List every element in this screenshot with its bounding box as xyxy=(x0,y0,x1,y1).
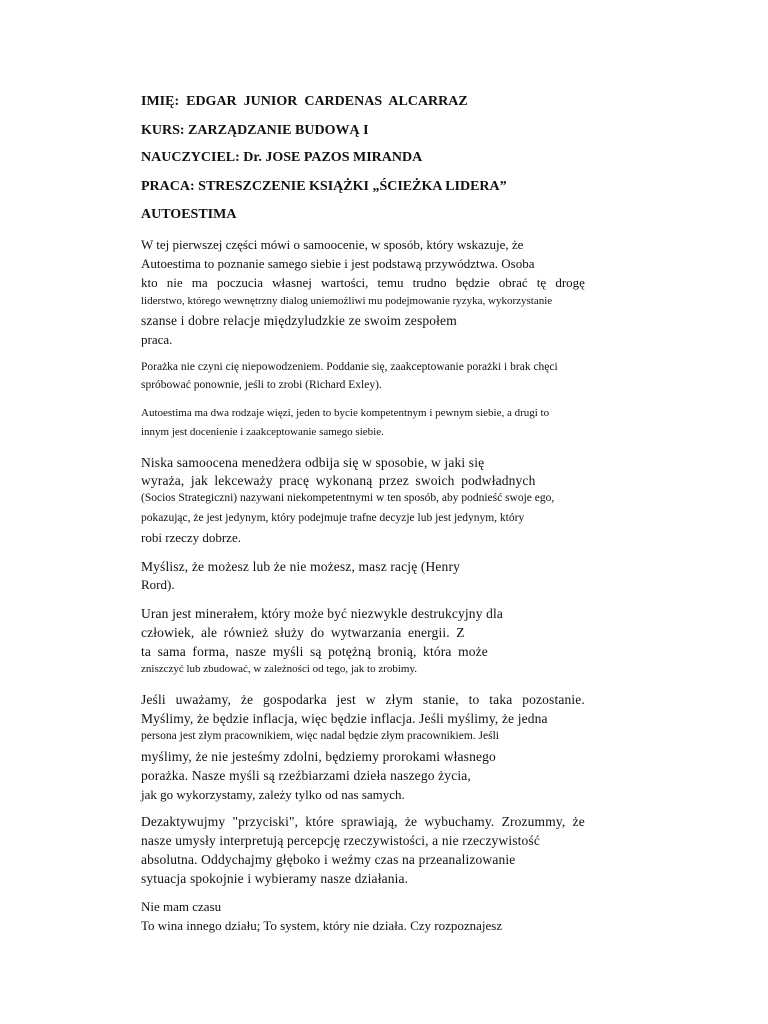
teacher-heading: NAUCZYCIEL: Dr. JOSE PAZOS MIRANDA xyxy=(141,150,423,165)
paragraph-line xyxy=(141,276,585,289)
paragraph-line: Myślimy, że będzie inflacja, więc będzie inflacja. Jeśli myślimy, że jedna xyxy=(141,711,548,726)
paragraph-line: To wina innego działu; To system, który nie działa. Czy rozpoznajesz xyxy=(141,918,503,933)
word: że xyxy=(240,692,254,707)
word: ma xyxy=(191,275,208,290)
paragraph-line: absolutna. Oddychajmy głęboko i weźmy czas na przeanalizowanie xyxy=(141,852,516,867)
paragraph-line: Porażka nie czyni cię niepowodzeniem. Poddanie się, zaakceptowanie porażki i brak chęci xyxy=(141,361,558,373)
word: jest xyxy=(336,692,356,707)
paragraph-line: sytuacja spokojnie i wybieramy nasze działania. xyxy=(141,871,409,886)
word: własnej xyxy=(272,275,312,290)
work-heading: PRACA: STRESZCZENIE KSIĄŻKI „ŚCIEŻKA LIDERA” xyxy=(141,179,507,194)
paragraph-line: Uran jest minerałem, który może być niezwykle destrukcyjny dla xyxy=(141,606,504,621)
word: gospodarka xyxy=(262,692,327,707)
word: Jeśli xyxy=(141,692,166,707)
paragraph-line: Autoestima ma dwa rodzaje więzi, jeden to bycie kompetentnym i pewnym siebie, a drugi to xyxy=(141,407,550,419)
word: będzie xyxy=(455,275,490,290)
word: że xyxy=(572,814,585,829)
paragraph-line: szanse i dobre relacje międzyludzkie ze swoim zespołem xyxy=(141,313,457,328)
paragraph-line: Rord). xyxy=(141,577,175,592)
paragraph-line xyxy=(141,815,585,829)
paragraph-line: jak go wykorzystamy, zależy tylko od nas samych. xyxy=(141,787,405,802)
paragraph-line: wyraża, jak lekceważy pracę wykonaną przez swoich podwładnych xyxy=(141,473,536,488)
paragraph-line: Nie mam czasu xyxy=(141,899,222,914)
word: wybuchamy. xyxy=(424,814,495,829)
word: wartości, xyxy=(321,275,369,290)
name-heading: IMIĘ: EDGAR JUNIOR CARDENAS ALCARRAZ xyxy=(141,94,468,109)
paragraph-line: pokazując, że jest jedynym, który podejmuje trafne decyzje lub jest jedynym, który xyxy=(141,512,525,524)
word: uważamy, xyxy=(175,692,232,707)
word: trudno xyxy=(412,275,447,290)
course-heading: KURS: ZARZĄDZANIE BUDOWĄ I xyxy=(141,123,369,138)
paragraph-line: nasze umysły interpretują percepcję rzeczywistości, a nie rzeczywistość xyxy=(141,833,540,848)
word: w xyxy=(365,692,376,707)
word: Dezaktywujmy xyxy=(141,814,226,829)
paragraph-line: Autoestima to poznanie samego siebie i jest podstawą przywództwa. Osoba xyxy=(141,256,535,271)
paragraph-line: (Socios Strategiczni) nazywani niekompetentnymi w ten sposób, aby podnieść swoje ego, xyxy=(141,492,555,504)
word: poczucia xyxy=(216,275,264,290)
word: to xyxy=(468,692,480,707)
paragraph-line: porażka. Nasze myśli są rzeźbiarzami dzieła naszego życia, xyxy=(141,768,471,783)
word: "przyciski", xyxy=(232,814,299,829)
paragraph-line: człowiek, ale również służy do wytwarzania energii. Z xyxy=(141,625,465,640)
word: taka xyxy=(489,692,513,707)
word: tę xyxy=(536,275,547,290)
word: złym xyxy=(385,692,414,707)
paragraph-line: W tej pierwszej części mówi o samoocenie, w sposób, który wskazuje, że xyxy=(141,237,524,252)
paragraph-line: spróbować ponownie, jeśli to zrobi (Richard Exley). xyxy=(141,379,382,391)
paragraph-line: Niska samoocena menedżera odbija się w sposobie, w jaki się xyxy=(141,455,485,470)
paragraph-line: persona jest złym pracownikiem, więc nadal będzie złym pracownikiem. Jeśli xyxy=(141,730,499,742)
section-title: AUTOESTIMA xyxy=(141,207,237,222)
word: Zrozummy, xyxy=(501,814,566,829)
word: temu xyxy=(377,275,404,290)
paragraph-line: ta sama forma, nasze myśli są potężną bronią, która może xyxy=(141,644,488,659)
paragraph-line: praca. xyxy=(141,332,173,347)
word: które xyxy=(305,814,334,829)
word: że xyxy=(404,814,418,829)
word: drogę xyxy=(555,275,585,290)
word: pozostanie. xyxy=(522,692,585,707)
paragraph-line: robi rzeczy dobrze. xyxy=(141,530,241,545)
paragraph-line: zniszczyć lub zbudować, w zależności od tego, jak to zrobimy. xyxy=(141,663,418,675)
paragraph-line: innym jest docenienie i zaakceptowanie samego siebie. xyxy=(141,426,384,438)
paragraph-line: liderstwo, którego wewnętrzny dialog uniemożliwi mu podejmowanie ryzyka, wykorzystanie xyxy=(141,295,553,307)
word: sprawiają, xyxy=(341,814,398,829)
paragraph-line xyxy=(141,693,585,707)
word: nie xyxy=(166,275,183,290)
paragraph-line: Myślisz, że możesz lub że nie możesz, masz rację (Henry xyxy=(141,559,460,574)
word: stanie, xyxy=(422,692,459,707)
word: obrać xyxy=(498,275,528,290)
word: kto xyxy=(141,275,158,290)
paragraph-line: myślimy, że nie jesteśmy zdolni, będziemy prorokami własnego xyxy=(141,749,496,764)
